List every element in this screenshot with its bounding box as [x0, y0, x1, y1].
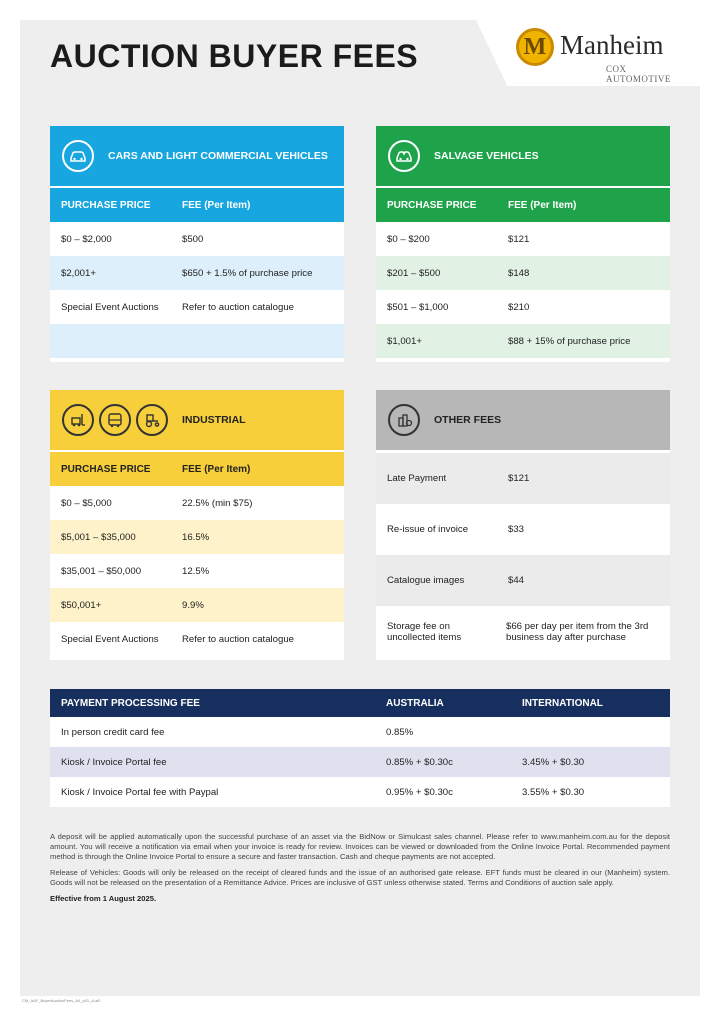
price-cell: $501 – $1,000 — [387, 301, 449, 313]
tractor-icon — [136, 404, 168, 436]
table-row — [50, 622, 344, 656]
car-icon — [62, 140, 94, 172]
salvage-col-fee: FEE (Per Item) — [508, 199, 577, 211]
forklift-icon — [62, 404, 94, 436]
manheim-logo-icon: M — [516, 28, 554, 66]
fee-cell: $121 — [508, 233, 530, 245]
logo-subtitle: COX AUTOMOTIVE — [606, 64, 671, 84]
fee-cell: $33 — [508, 524, 525, 535]
fee-cell: 16.5% — [182, 531, 210, 543]
international-cell: 3.45% + $0.30 — [522, 756, 585, 768]
payment-column-headers — [50, 689, 670, 717]
fee-label-cell: Re-issue of invoice — [387, 524, 469, 535]
coins-icon — [388, 404, 420, 436]
table-row — [376, 290, 670, 324]
effective-date: Effective from 1 August 2025. — [50, 894, 157, 904]
table-row — [376, 256, 670, 290]
logo-name: Manheim — [560, 30, 664, 60]
price-cell: Special Event Auctions — [61, 633, 159, 645]
damaged-car-icon — [388, 140, 420, 172]
industrial-fee-card — [50, 390, 344, 660]
price-cell: $201 – $500 — [387, 267, 441, 279]
industrial-card-header — [50, 390, 344, 450]
fee-cell: $650 + 1.5% of purchase price — [182, 267, 313, 279]
table-row — [50, 717, 670, 747]
cars-col-fee: FEE (Per Item) — [182, 199, 251, 211]
fine-print — [50, 832, 670, 905]
cars-card-title: CARS AND LIGHT COMMERCIAL VEHICLES — [108, 150, 328, 162]
table-row — [50, 290, 344, 324]
deposit-note: A deposit will be applied automatically upon the successful purchase of an asset via the BidNow or Simulcast sales channel. Please refer to www.manheim.com.au for the deposit amount. You will receive a notification via email when your invoice is ready for review. Invoices can be viewed or downloaded from the Online Invoice Portal. Recommended payment method is through the Online Invoice Portal to ensure a secure and faster transaction. Cash and cheque payments are not accepted. — [50, 832, 670, 862]
table-row — [376, 453, 670, 504]
fee-cell: 9.9% — [182, 599, 204, 611]
page-title: AUCTION BUYER FEES — [50, 38, 419, 74]
fee-label-cell: Storage fee on uncollected items — [387, 620, 462, 643]
fee-label-cell: Catalogue images — [387, 575, 465, 586]
price-cell: $2,001+ — [61, 267, 96, 279]
industrial-card-title: INDUSTRIAL — [182, 414, 246, 426]
australia-cell: 0.85% + $0.30c — [386, 756, 453, 768]
price-cell: $0 – $200 — [387, 233, 430, 245]
bus-icon — [99, 404, 131, 436]
release-note: Release of Vehicles: Goods will only be released on the receipt of cleared funds and the issue of an authorised gate release. EFT funds must be cleared in our (Manheim) system. Goods will not be released on the presentation of a Remittance Advice. Prices are inclusive of GST unless otherwise stated. Terms and Conditions of auction sale apply. — [50, 868, 670, 888]
table-row — [50, 588, 344, 622]
table-row — [376, 222, 670, 256]
salvage-card-title: SALVAGE VEHICLES — [434, 150, 539, 162]
fee-cell: 12.5% — [182, 565, 210, 577]
table-row — [376, 606, 670, 657]
payment-col-international: INTERNATIONAL — [522, 697, 603, 709]
price-cell: $0 – $5,000 — [61, 497, 112, 509]
other-card-header — [376, 390, 670, 450]
international-cell: 3.55% + $0.30 — [522, 786, 585, 798]
fee-cell: $88 + 15% of purchase price — [508, 335, 631, 347]
table-row-empty — [50, 324, 344, 358]
price-cell: Special Event Auctions — [61, 301, 159, 313]
fee-cell: Refer to auction catalogue — [182, 633, 295, 645]
price-cell: $35,001 – $50,000 — [61, 565, 142, 577]
payment-label-cell: In person credit card fee — [61, 726, 165, 738]
fee-cell: $44 — [508, 575, 525, 586]
table-row — [50, 747, 670, 777]
table-row — [50, 554, 344, 588]
price-cell: $1,001+ — [387, 335, 422, 347]
fee-cell: $210 — [508, 301, 530, 313]
table-row — [50, 520, 344, 554]
payment-label-cell: Kiosk / Invoice Portal fee with Paypal — [61, 786, 219, 798]
payment-label-cell: Kiosk / Invoice Portal fee — [61, 756, 167, 768]
fee-cell: Refer to auction catalogue — [182, 301, 295, 313]
industrial-column-headers — [50, 452, 344, 486]
document-code: CM_AAF_BuyerAuctionFees_A4_p01_A.ai0 — [22, 998, 101, 1003]
fee-cell: $121 — [508, 473, 530, 484]
payment-processing-table — [50, 689, 670, 807]
other-card-title: OTHER FEES — [434, 414, 502, 426]
salvage-card-header — [376, 126, 670, 186]
table-row — [376, 555, 670, 606]
other-fees-card — [376, 390, 670, 660]
australia-cell: 0.95% + $0.30c — [386, 786, 453, 798]
australia-cell: 0.85% — [386, 726, 414, 738]
table-row — [376, 504, 670, 555]
cars-card-header — [50, 126, 344, 186]
price-cell: $5,001 – $35,000 — [61, 531, 136, 543]
fee-cell: $500 — [182, 233, 204, 245]
payment-col-label: PAYMENT PROCESSING FEE — [61, 697, 200, 709]
price-cell: $50,001+ — [61, 599, 102, 611]
industrial-col-price: PURCHASE PRICE — [61, 463, 151, 475]
table-row — [50, 486, 344, 520]
price-cell: $0 – $2,000 — [61, 233, 112, 245]
salvage-fee-card — [376, 126, 670, 362]
table-row — [50, 222, 344, 256]
table-row — [376, 324, 670, 358]
salvage-column-headers — [376, 188, 670, 222]
table-row — [50, 777, 670, 807]
cars-fee-card — [50, 126, 344, 362]
fee-cell: $148 — [508, 267, 530, 279]
manheim-logo — [516, 26, 684, 84]
salvage-col-price: PURCHASE PRICE — [387, 199, 477, 211]
table-row — [50, 256, 344, 290]
industrial-col-fee: FEE (Per Item) — [182, 463, 251, 475]
fee-cell: 22.5% (min $75) — [182, 497, 253, 509]
payment-col-australia: AUSTRALIA — [386, 697, 444, 709]
fee-cell: $66 per day per item from the 3rd business day after purchase — [506, 620, 649, 643]
fee-label-cell: Late Payment — [387, 473, 447, 484]
cars-column-headers — [50, 188, 344, 222]
cars-col-price: PURCHASE PRICE — [61, 199, 151, 211]
